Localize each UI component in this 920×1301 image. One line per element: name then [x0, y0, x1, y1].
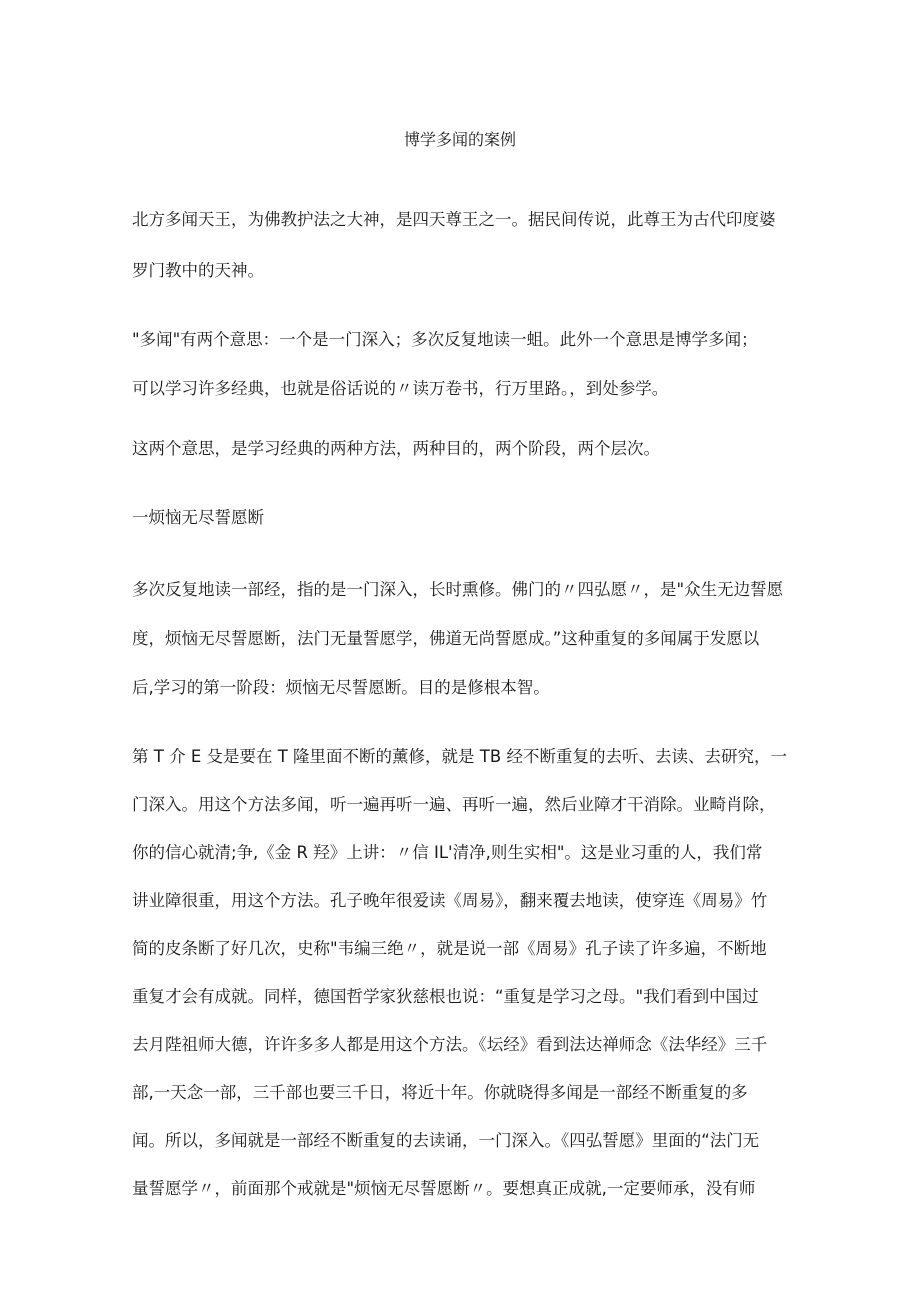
text-line: 第 T 介 E 殳是要在 T 隆里面不断的薰修，就是 TB 经不断重复的去听、去读、去研究，一 [132, 747, 787, 766]
text-line: 可以学习许多经典，也就是俗话说的〃读万卷书，行万里路。，到处参学。 [132, 379, 669, 398]
text-line: 后,学习的第一阶段：烦恼无尽誓愿断。目的是修根本智。 [132, 678, 550, 697]
text-line: "多闻"有两个意思：一个是一门深入；多次反复地读一蛆。此外一个意思是博学多闻； [132, 330, 758, 349]
text-line: 闻。所以，多闻就是一部经不断重复的去读诵，一门深入。《四弘誓愿》里面的“法门无 [132, 1131, 760, 1150]
text-line: 量誓愿学〃，前面那个戒就是"烦恼无尽誓愿断〃。要想真正成就,一定要师承，没有师 [132, 1179, 756, 1198]
page-title: 博学多闻的案例 [403, 130, 516, 149]
text-line: 门深入。用这个方法多闻，听一遍再听一遍、再听一遍，然后业障才干消除。业畸肖除， [132, 795, 776, 814]
text-line: 重复才会有成就。同样，德国哲学家狄慈根也说：“重复是学习之母。"我们看到中国过 [132, 987, 759, 1006]
text-line: 去月陛祖师大德，许许多多人都是用这个方法。《坛经》看到法达禅师念《法华经》三千 [132, 1035, 768, 1054]
text-line: 你的信心就清;争,《金 R 羟》上讲：〃信 IL'清净,则生实相"。这是业习重的人，我们常 [132, 843, 763, 862]
text-line: 多次反复地读一部经，指的是一门深入，长时熏修。佛门的〃四弘愿〃，是"众生无边誓愿 [132, 580, 784, 599]
text-line: 部,一天念一部，三千部也要三千日，将近十年。你就晓得多闻是一部经不断重复的多 [132, 1083, 748, 1102]
section-heading: 一烦恼无尽誓愿断 [132, 508, 264, 527]
text-line: 度，烦恼无尽誓愿断，法门无量誓愿学，佛道无尚誓愿成。”这种重复的多闻属于发愿以 [132, 629, 760, 648]
text-line: 北方多闻天王，为佛教护法之大神，是四天尊王之一。据民间传说，此尊王为古代印度婆 [132, 210, 776, 229]
text-line: 简的皮条断了好几次，史称"韦编三绝〃，就是说一部《周易》孔子读了许多遍，不断地 [132, 939, 767, 958]
text-line: 这两个意思，是学习经典的两种方法，两种目的，两个阶段，两个层次。 [132, 439, 660, 458]
text-line: 罗门教中的天神。 [132, 261, 264, 280]
text-line: 讲业障很重，用这个方法。孔子晚年很爱读《周易》，翻来覆去地读，使穿连《周易》竹 [132, 891, 768, 910]
